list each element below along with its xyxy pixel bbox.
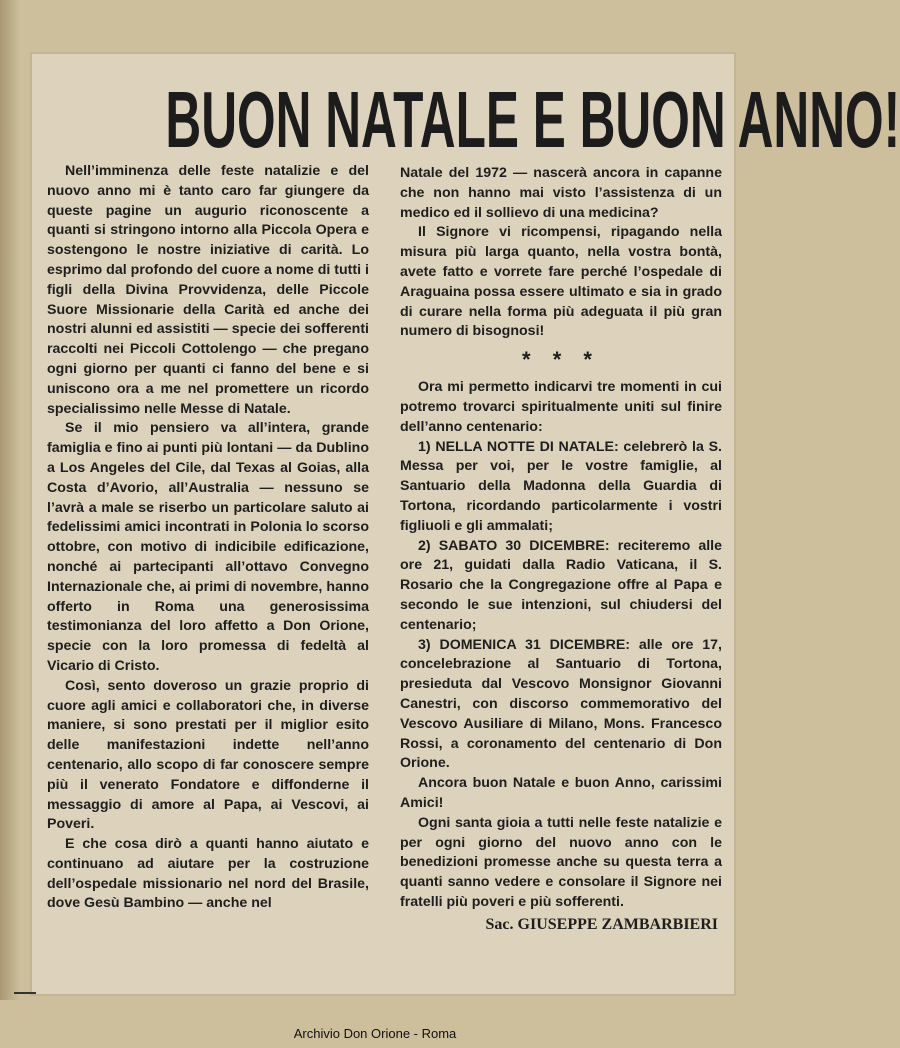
- paragraph: Se il mio pensiero va all’intera, grande famiglia e fino ai punti più lontani — da Dublino a Los Angeles del Cile, dal Texas al Goias, alla Costa d’Avorio, all’Australia — nessuno se l’avrà a male se riserbo un particolare saluto ai fedelissimi amici incontrati in Polonia lo scorso ottobre, con motivo di indicibile edificazione, nonché ai partecipanti all’ottavo Convegno Internazionale che, ai primi di novembre, hanno offerto in Roma una generosissima testimonianza del loro affetto a Don Orione, specie con la loro promessa di fedeltà al Vicario di Cristo.: [47, 420, 369, 674]
- paragraph: Natale del 1972 — nascerà ancora in capanne che non hanno mai visto l’assistenza di un medico ed il sollievo di una medicina?: [400, 165, 722, 221]
- paragraph: 1) NELLA NOTTE DI NATALE: celebrerò la S. Messa per voi, per le vostre famiglie, al Santuario della Madonna della Guardia di Tortona, ricordando particolarmente i vostri figliuoli e gli ammalati;: [400, 438, 722, 534]
- section-separator: * * *: [522, 347, 600, 373]
- paragraph: Così, sento doveroso un grazie proprio di cuore agli amici e collaboratori che, in diverse maniere, si sono prestati per il miglior esito delle manifestazioni indette nell’anno centenario, allo scopo di far conoscere sempre più il venerato Fondatore e diffonderne il messaggio di amore al Papa, ai Vescovi, ai Poveri.: [47, 677, 369, 833]
- right-column: [400, 164, 722, 984]
- paragraph: Ogni santa gioia a tutti nelle feste natalizie e per ogni giorno del nuovo anno con le benedizioni promesse anche su questa terra a quanti sanno vedere e consolare il Signore nei fratelli più poveri e più sofferenti.: [400, 814, 722, 910]
- article-panel: [30, 52, 900, 996]
- paragraph: 3) DOMENICA 31 DICEMBRE: alle ore 17, concelebrazione al Santuario di Tortona, presieduta dal Vescovo Monsignor Giovanni Canestri, con discorso commemorativo del Vescovo Ausiliare di Milano, Mons. Francesco Rossi, a coronamento del centenario di Don Orione.: [400, 636, 722, 772]
- paragraph: Nell’imminenza delle feste natalizie e del nuovo anno mi è tanto caro far giungere da queste pagine un augurio riconoscente a quanti si stringono intorno alla Piccola Opera e sostengono le nostre iniziative di carità. Lo esprimo dal profondo del cuore a nome di tutti i figli della Divina Provvidenza, delle Piccole Suore Missionarie della Carità ed anche dei nostri alunni ed assistiti — specie dei sofferenti raccolti nei Piccoli Cottolengo — che pregano ogni giorno per quanti ci fanno del bene e si uniscono ora a me nel promettere un ricordo specialissimo nelle Messe di Natale.: [47, 163, 369, 417]
- signature: Sac. GIUSEPPE ZAMBARBIERI: [485, 915, 718, 933]
- headline: BUON NATALE E BUON ANNO!: [165, 75, 900, 164]
- divider: [14, 992, 36, 994]
- paragraph: E che cosa dirò a quanti hanno aiutato e continuano ad aiutare per la costruzione dell’ospedale missionario nel nord del Brasile, dove Gesù Bambino — anche nel: [47, 836, 369, 912]
- page-edge: [0, 0, 20, 1000]
- paragraph: Ancora buon Natale e buon Anno, carissimi Amici!: [400, 775, 722, 811]
- left-column: [47, 162, 369, 982]
- archive-label: Archivio Don Orione - Roma: [293, 1026, 457, 1041]
- paragraph: Ora mi permetto indicarvi tre momenti in cui potremo trovarci spiritualmente uniti sul finire dell’anno centenario:: [400, 379, 722, 435]
- paragraph: 2) SABATO 30 DICEMBRE: reciteremo alle ore 21, guidati dalla Radio Vaticana, il S. Rosario che la Congregazione offre al Papa e secondo le sue intenzioni, sul chiudersi del centenario;: [400, 537, 722, 633]
- paragraph: Il Signore vi ricompensi, ripagando nella misura più larga quanto, nella vostra bontà, avete fatto e vorrete fare perché l’ospedale di Araguaina possa essere ultimato e sia in grado di curare nella forma più adeguata il più gran numero di bisognosi!: [400, 224, 722, 340]
